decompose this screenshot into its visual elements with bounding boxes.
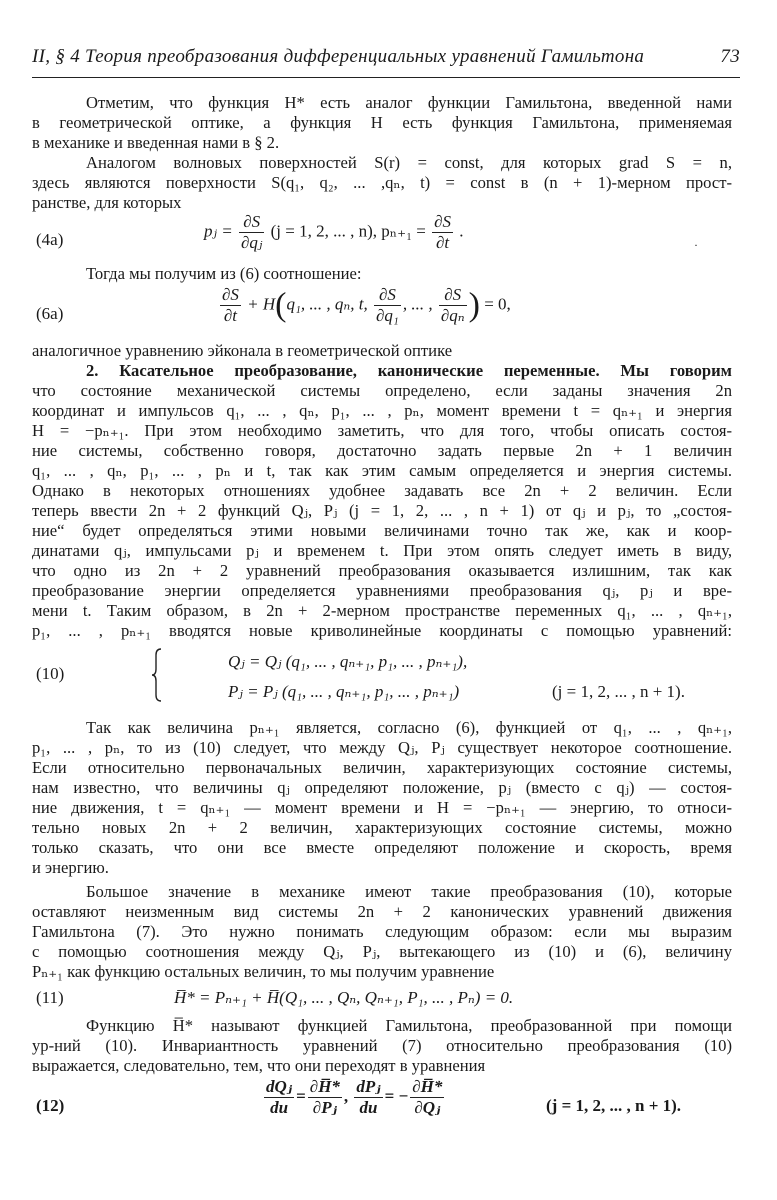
text-line: q₁, ... , qₙ, p₁, ... , pₙ и t, так как этим самым определяется и энергия системы. [32,461,732,480]
text-line: Большое значение в механике имеют такие преобразования (10), которые [86,882,732,901]
text-line: Отметим, что функция H* есть аналог функции Гамильтона, введенной нами [86,93,732,112]
fraction: $\frac{\partial S}{\text{∂qₙ}}$ [440,285,465,325]
text-line: Однако в некоторых отношениях удобнее задавать все 2n + 2 величин. Если [32,481,732,500]
equation-number: (10) [36,664,65,683]
section-heading-line: 2. Касательное преобразование, канонические переменные. Мы говорим [86,361,732,380]
text-line: Так как величина pₙ₊₁ является, согласно (6), функцией от q₁, ... , qₙ₊₁, [86,718,732,737]
fraction: $\frac{\text{dQⱼ}}{du}$ [266,1077,293,1117]
text-line: p₁, ... , pₙ₊₁ вводятся новые криволинейные координаты с помощью уравнений: [32,621,732,640]
text-line: Если относительно первоначальных величин, характеризующих состояние системы, [32,758,732,777]
text-line: ние“ будет определяться этими новыми величинами точно так же, как и коор- [32,521,732,540]
equation-number: (12) [36,1096,65,1115]
equation-12: $\frac{\text{dQⱼ}}{du}$ = $\frac{\partial H̅*}{\text{∂Pⱼ}}$ , $\frac{\text{dPⱼ}}{du}$ = − $\frac{\partial H̅*}{\text{∂Qⱼ}}$ [266,1077,443,1117]
text-line: Аналогом волновых поверхностей S(r) = const, для которых grad S = n, [86,153,732,172]
equation-number: (11) [36,988,64,1007]
equation-11: H̅* = Pₙ₊₁ + H̅(Q₁, ... , Qₙ, Qₙ₊₁, P₁, ... , Pₙ) = 0. [174,988,514,1007]
equation-12-condition: (j = 1, 2, ... , n + 1). [546,1096,682,1115]
text-line: Pₙ₊₁ как функцию остальных величин, то мы получим уравнение [32,962,495,981]
equation-6a: $\frac{\partial S}{\partial t}$ + H(q₁, ... , qₙ, t, $\frac{\partial S}{\text{∂q₁}}$ , ... , $\frac{\partial S}{\text{∂qₙ}}$ ) = 0, [222,285,511,325]
curly-brace [152,648,162,702]
text-line: в механике и введенная нами в § 2. [32,133,280,152]
text-line: и энергию. [32,858,109,877]
fraction: $\frac{\partial S}{\text{∂qⱼ}}$ [240,212,263,252]
fraction: $\frac{\partial S}{\partial t}$ [434,212,452,252]
text-line: тельно новых 2n + 2 величин, характеризующих состояние системы, можно [32,818,732,837]
fraction: $\frac{\partial H̅*}{\text{∂Qⱼ}}$ [412,1077,443,1117]
running-head [32,46,740,68]
text-line: нам известно, что величины qⱼ определяют положение, pⱼ (вместо с qⱼ) — состоя- [32,778,732,797]
fraction: $\frac{\partial S}{\partial t}$ [222,285,239,325]
text-line: мени t. Таким образом, в 2n + 2-мерном пространстве переменных q₁, ... , qₙ₊₁, [32,601,732,620]
text-line: p₁, ... , pₙ, то из (10) следует, что между Qⱼ, Pⱼ существует некоторое соотношение. [32,738,732,757]
fraction: $\frac{\text{dPⱼ}}{du}$ [356,1077,381,1117]
header-rule [32,77,740,78]
text-line: Тогда мы получим из (6) соотношение: [86,264,362,283]
text-line: Гамильтона (7). Это нужно понимать следующим образом: если мы выразим [32,922,732,941]
equation-10-condition: (j = 1, 2, ... , n + 1). [552,682,685,701]
text-line: с помощью соотношения между Qⱼ, Pⱼ, вытекающего из (10) и (6), величину [32,942,732,961]
text-line: оставляют неизменным вид системы 2n + 2 канонических уравнений движения [32,902,732,921]
fraction: $\frac{\partial S}{\text{∂q₁}}$ [376,285,399,325]
text-line: в геометрической оптике, а функция H есть функция Гамильтона, применяемая [32,113,732,132]
text-line: аналогичное уравнению эйконала в геометрической оптике [32,341,453,360]
equation-10-line2: Pⱼ = Pⱼ (q₁, ... , qₙ₊₁, p₁, ... , pₙ₊₁) [228,682,460,701]
text-line: что состояние механической системы определено, если заданы значения 2n [32,381,732,400]
text-line: ранстве, для которых [32,193,182,212]
text-line: H = −pₙ₊₁. При этом необходимо заметить, что для того, чтобы описать состоя- [32,421,732,440]
text-line: здесь являются поверхности S(q₁, q₂, ... ,qₙ, t) = const в (n + 1)-мерном прост- [32,173,732,192]
text-line: Функцию H̅* называют функцией Гамильтона, преобразованной при помощи [86,1016,732,1035]
text-line: что одно из 2n + 2 уравнений преобразования оказывается излишним, так как [32,561,732,580]
text-line: ние движения, t = qₙ₊₁ — момент времени и H = −pₙ₊₁ — энергию, то относи- [32,798,732,817]
equation-number: (4a) [36,230,64,249]
text-line: ур-ний (10). Инвариантность уравнений (7) относительно преобразования (10) [32,1036,732,1055]
equation-number: (6a) [36,304,64,323]
equation-4a: pⱼ = $\frac{\partial S}{\text{∂qⱼ}}$ (j = 1, 2, ... , n), pₙ₊₁ = $\frac{\partial S}{\partial t}$ . [204,212,464,252]
text-line: выражается, следовательно, тем, что они переходят в уравнения [32,1056,486,1075]
fraction: $\frac{\partial H̅*}{\text{∂Pⱼ}}$ [309,1077,340,1117]
page-number: 73 [720,46,740,67]
text-line: координат и импульсов q₁, ... , qₙ, p₁, ... , pₙ, момент времени t = qₙ₊₁ и энергия [32,401,732,420]
equation-10-line1: Qⱼ = Qⱼ (q₁, ... , qₙ₊₁, p₁, ... , pₙ₊₁), [228,652,468,671]
text-line: только сказать, что они все вместе определяют положение и скорость, время [32,838,732,857]
text-line: преобразование энергии определяется уравнениями преобразования qⱼ, pⱼ и вре- [32,581,732,600]
text-line: ние системы, собственно говоря, достаточно задать первые 2n + 1 величин [32,441,732,460]
running-head-title: II, § 4 Теория преобразования дифференциальных уравнений Гамильтона [32,46,645,67]
text-line: теперь ввести 2n + 2 функций Qⱼ, Pⱼ (j = 1, 2, ... , n + 1) от qⱼ и pⱼ, то „состоя- [32,501,732,520]
text-line: динатами qⱼ, импульсами pⱼ и временем t. При этом опять следует иметь в виду, [32,541,732,560]
speck-mark: · [694,238,698,252]
